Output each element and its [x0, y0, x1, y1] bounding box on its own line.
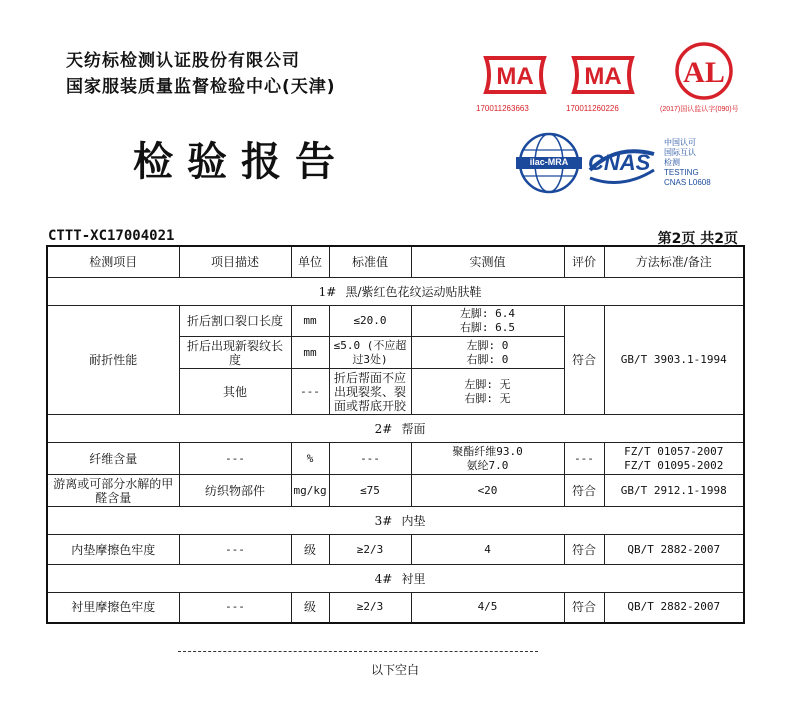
- table-row: [47, 593, 744, 623]
- unit-cell: 级: [291, 535, 329, 565]
- desc-cell: ---: [179, 593, 291, 623]
- eval-cell: 符合: [564, 475, 604, 507]
- cma-mark-icon: [568, 50, 638, 100]
- section-number: 3#: [374, 513, 393, 528]
- test-result-table: [46, 245, 745, 624]
- std-cell: ≤5.0 (不应超过3处): [329, 337, 411, 369]
- value-line: 氨纶7.0: [466, 458, 509, 472]
- cnas-desc-line: 中国认可: [664, 138, 696, 147]
- end-divider: [178, 651, 538, 652]
- desc-cell: 折后割口裂口长度: [179, 306, 291, 337]
- value-line: 聚酯纤维93.0: [452, 444, 523, 458]
- col-header-value: 实测值: [411, 246, 564, 278]
- org-name-line2: 国家服装质量监督检验中心(天津): [66, 77, 336, 97]
- end-text: 以下空白: [370, 663, 419, 677]
- unit-cell: mg/kg: [291, 475, 329, 507]
- item-cell: 游离或可部分水解的甲醛含量: [47, 475, 179, 507]
- section-number: 4#: [374, 571, 393, 586]
- std-cell: ≥2/3: [329, 593, 411, 623]
- table-row: [47, 443, 744, 475]
- col-header-eval: 评价: [564, 246, 604, 278]
- desc-cell: ---: [179, 443, 291, 475]
- svg-text:MA: MA: [496, 63, 534, 90]
- unit-cell: mm: [291, 306, 329, 337]
- cma-code-2: 170011260226: [566, 104, 619, 113]
- value-line: 左脚: 6.4: [459, 307, 516, 320]
- eval-cell: 符合: [564, 593, 604, 623]
- section-cell: [47, 507, 744, 535]
- value-line: 左脚: 无: [464, 377, 511, 391]
- unit-cell: %: [291, 443, 329, 475]
- section-number: 2#: [374, 421, 393, 436]
- col-header-desc: 项目描述: [179, 246, 291, 278]
- value-cell: [411, 443, 564, 475]
- item-cell: 衬里摩擦色牢度: [47, 593, 179, 623]
- item-cell: 纤维含量: [47, 443, 179, 475]
- section-number: 1#: [318, 284, 337, 299]
- cnas-desc-line: 检测: [664, 158, 680, 167]
- cma-code-1: 170011263663: [476, 104, 529, 113]
- eval-cell: ---: [564, 443, 604, 475]
- cnas-desc-line: 国际互认: [664, 148, 696, 157]
- value-cell: 4/5: [411, 593, 564, 623]
- unit-cell: ---: [291, 369, 329, 415]
- std-cell: ≤20.0: [329, 306, 411, 337]
- method-cell: QB/T 2882-2007: [604, 593, 744, 623]
- table-row: [47, 306, 744, 337]
- cnas-desc-line: CNAS L0608: [664, 178, 711, 187]
- section-cell: [47, 565, 744, 593]
- value-line: 右脚: 0: [466, 352, 509, 366]
- cal-code: (2017)国认监认字(090)号: [660, 106, 739, 113]
- desc-cell: ---: [179, 535, 291, 565]
- cnas-text: CNAS: [588, 150, 651, 175]
- desc-cell: 其他: [179, 369, 291, 415]
- item-cell: 耐折性能: [47, 306, 179, 415]
- desc-cell: 折后出现新裂纹长度: [179, 337, 291, 369]
- unit-cell: 级: [291, 593, 329, 623]
- cal-mark-icon: [672, 40, 736, 102]
- method-line: FZ/T 01095-2002: [624, 458, 724, 472]
- std-cell: 折后帮面不应出现裂浆、裂面或帮底开胶: [329, 369, 411, 415]
- method-cell: QB/T 2882-2007: [604, 535, 744, 565]
- value-cell: [411, 369, 564, 415]
- col-header-method: 方法标准/备注: [604, 246, 744, 278]
- method-cell: [604, 443, 744, 475]
- eval-cell: 符合: [564, 535, 604, 565]
- section-row: [47, 278, 744, 306]
- eval-cell: 符合: [564, 306, 604, 415]
- table-header-row: [47, 246, 744, 278]
- svg-text:MA: MA: [584, 63, 622, 90]
- value-cell: [411, 337, 564, 369]
- cal-logo: [672, 40, 736, 106]
- org-name-line1: 天纺标检测认证股份有限公司: [66, 51, 300, 71]
- ilac-text: ilac-MRA: [529, 157, 569, 167]
- report-title: 检验报告: [133, 138, 349, 185]
- cma-logo-1: [480, 50, 550, 104]
- method-line: FZ/T 01057-2007: [624, 444, 724, 458]
- col-header-item: 检测项目: [47, 246, 179, 278]
- section-row: [47, 565, 744, 593]
- std-cell: ≥2/3: [329, 535, 411, 565]
- section-title: 黑/紫红色花纹运动贴肤鞋: [345, 284, 482, 299]
- report-number: CTTT-XC17004021: [48, 228, 175, 244]
- value-line: 右脚: 6.5: [459, 321, 516, 334]
- table-row: [47, 475, 744, 507]
- unit-cell: mm: [291, 337, 329, 369]
- item-cell: 内垫摩擦色牢度: [47, 535, 179, 565]
- desc-cell: 纺织物部件: [179, 475, 291, 507]
- value-line: 右脚: 无: [464, 391, 511, 405]
- method-cell: GB/T 2912.1-1998: [604, 475, 744, 507]
- value-cell: <20: [411, 475, 564, 507]
- page-info: 第2页 共2页: [657, 231, 738, 247]
- section-row: [47, 415, 744, 443]
- cnas-desc: [664, 138, 711, 188]
- section-row: [47, 507, 744, 535]
- method-cell: GB/T 3903.1-1994: [604, 306, 744, 415]
- col-header-std: 标准值: [329, 246, 411, 278]
- value-line: 左脚: 0: [466, 338, 509, 352]
- col-header-unit: 单位: [291, 246, 329, 278]
- section-cell: [47, 278, 744, 306]
- std-cell: ≤75: [329, 475, 411, 507]
- cnas-desc-line: TESTING: [664, 168, 699, 177]
- cma-logo-2: [568, 50, 638, 104]
- svg-text:AL: AL: [683, 56, 725, 89]
- section-title: 帮面: [401, 421, 426, 436]
- std-cell: ---: [329, 443, 411, 475]
- table-row: [47, 535, 744, 565]
- value-cell: [411, 306, 564, 337]
- section-cell: [47, 415, 744, 443]
- section-title: 内垫: [401, 513, 426, 528]
- section-title: 衬里: [401, 571, 426, 586]
- cma-mark-icon: [480, 50, 550, 100]
- value-cell: 4: [411, 535, 564, 565]
